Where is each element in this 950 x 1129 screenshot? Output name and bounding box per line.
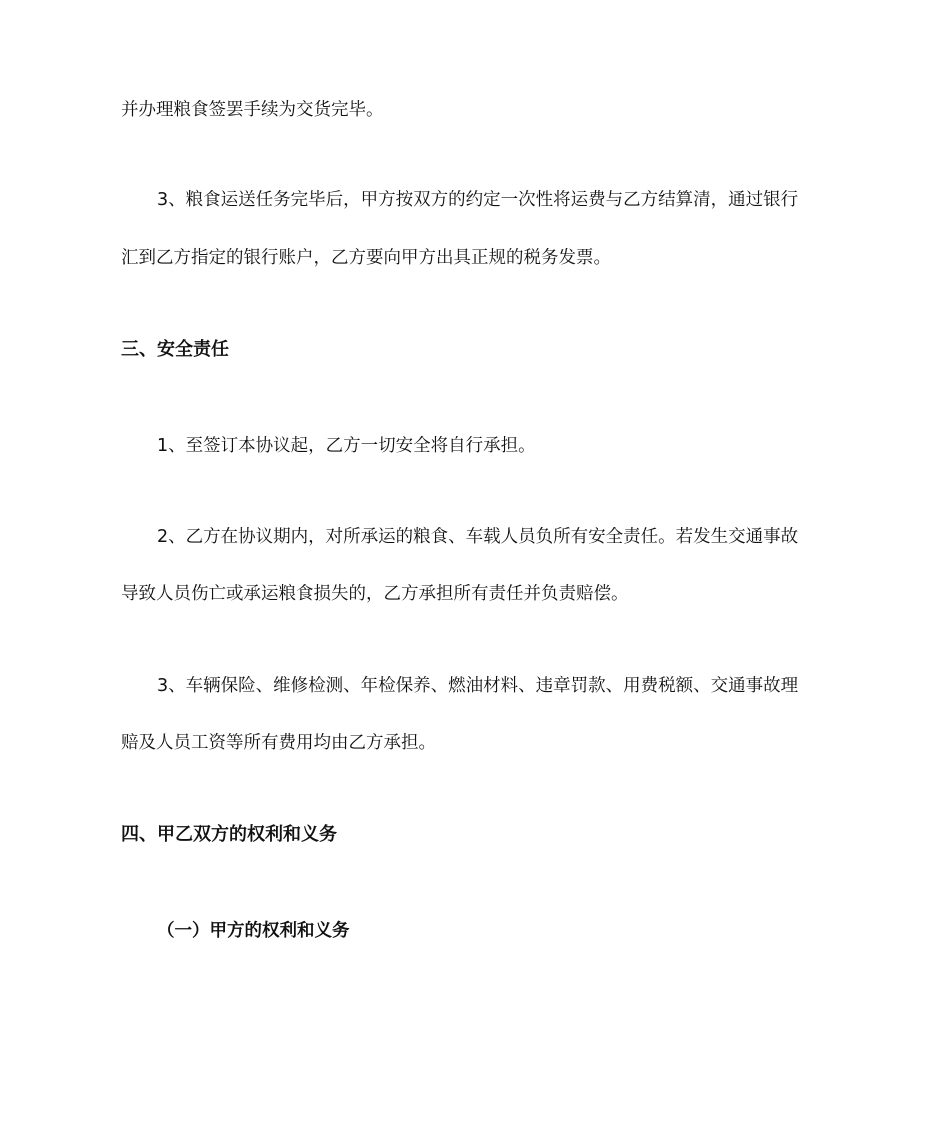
section-heading: 四、甲乙双方的权利和义务: [121, 824, 337, 845]
paragraph-line: 赔及人员工资等所有费用均由乙方承担。: [121, 733, 436, 753]
paragraph-line: 3、车辆保险、维修检测、年检保养、燃油材料、违章罚款、用费税额、交通事故理: [157, 676, 799, 696]
paragraph-line: 汇到乙方指定的银行账户，乙方要向甲方出具正规的税务发票。: [121, 248, 611, 268]
section-heading: 三、安全责任: [121, 339, 229, 360]
paragraph-line: 2、乙方在协议期内，对所承运的粮食、车载人员负所有安全责任。若发生交通事故: [157, 527, 799, 547]
paragraph-line: 并办理粮食签罢手续为交货完毕。: [121, 100, 384, 120]
paragraph-line: 3、粮食运送任务完毕后，甲方按双方的约定一次性将运费与乙方结算清，通过银行: [157, 190, 799, 210]
paragraph-line: 1、至签订本协议起，乙方一切安全将自行承担。: [157, 436, 536, 456]
paragraph-line: 导致人员伤亡或承运粮食损失的，乙方承担所有责任并负责赔偿。: [121, 584, 629, 604]
subsection-heading: （一）甲方的权利和义务: [157, 921, 350, 941]
